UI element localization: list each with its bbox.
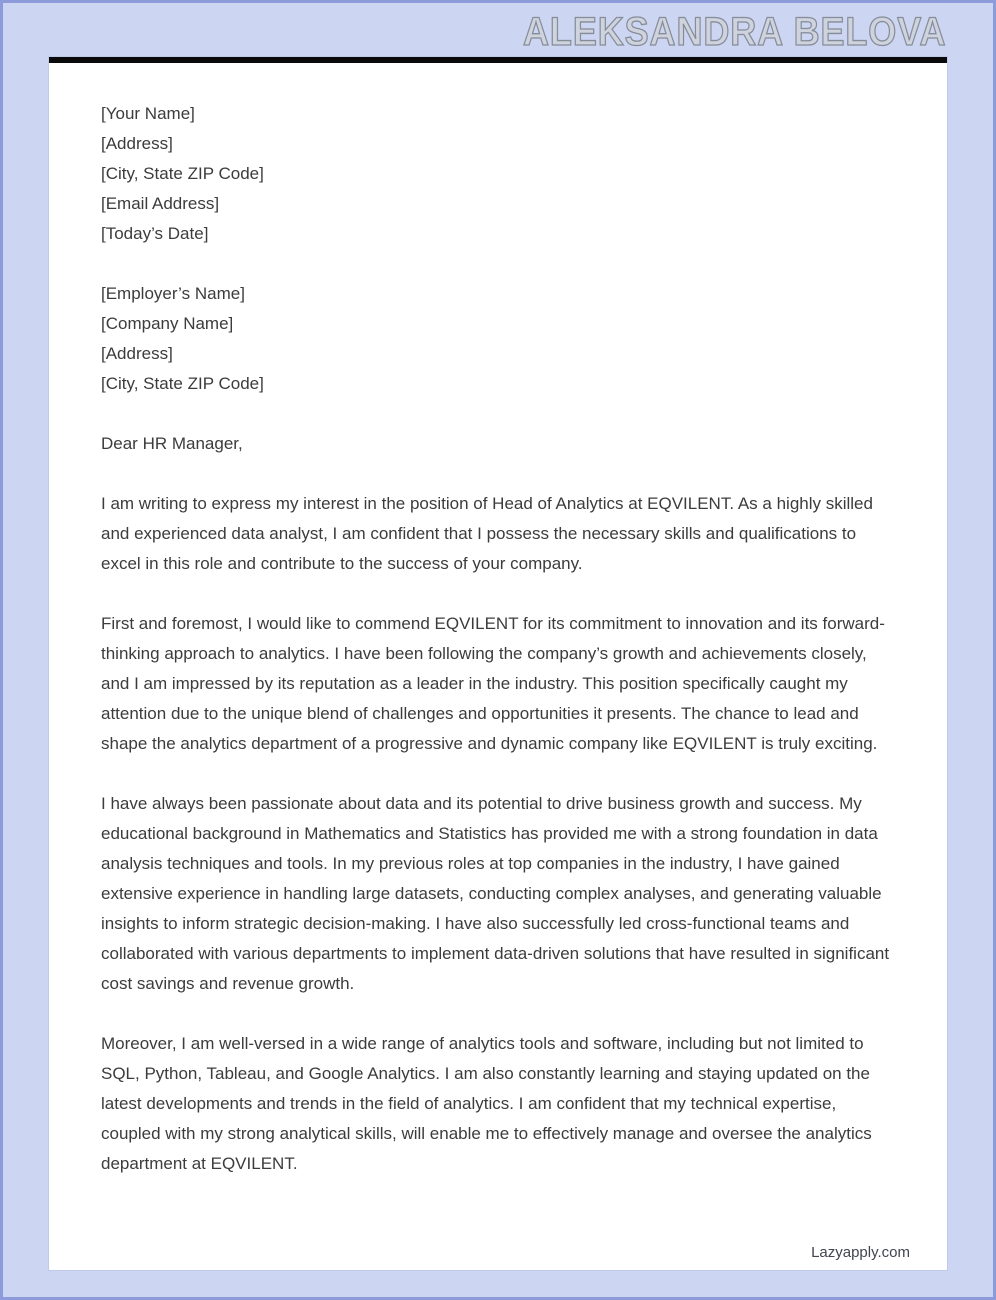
sender-line: [Your Name] bbox=[101, 104, 195, 123]
recipient-block bbox=[101, 279, 891, 399]
watermark: Lazyapply.com bbox=[811, 1244, 910, 1261]
letter-paragraph: I have always been passionate about data and its potential to drive business growth and success. My educational background in Mathematics and Statistics has provided me with a strong foundation in data analysis techniques and tools. In my previous roles at top companies in the industry, I have gained extensive experience in handling large datasets, conducting complex analyses, and generating valuable insights to inform strategic decision-making. I have also successfully led cross-functional teams and collaborated with various departments to implement data-driven solutions that have resulted in significant cost savings and revenue growth. bbox=[101, 794, 890, 993]
recipient-line: [Company Name] bbox=[101, 314, 234, 333]
sender-line: [Today’s Date] bbox=[101, 224, 209, 243]
recipient-line: [City, State ZIP Code] bbox=[101, 374, 264, 393]
sender-line: [Email Address] bbox=[101, 194, 220, 213]
salutation: Dear HR Manager, bbox=[101, 434, 243, 453]
candidate-name: ALEKSANDRA BELOVA bbox=[522, 10, 946, 54]
sender-line: [City, State ZIP Code] bbox=[101, 164, 264, 183]
letter-paragraph: Moreover, I am well-versed in a wide range of analytics tools and software, including but not limited to SQL, Python, Tableau, and Google Analytics. I am also constantly learning and staying updated on the latest developments and trends in the field of analytics. I am confident that my technical expertise, coupled with my strong analytical skills, will enable me to effectively manage and oversee the analytics department at EQVILENT. bbox=[101, 1034, 872, 1173]
letter-paragraph: First and foremost, I would like to commend EQVILENT for its commitment to innovation and its forward-thinking approach to analytics. I have been following the company’s growth and achievements closely, and I am impressed by its reputation as a leader in the industry. This position specifically caught my attention due to the unique blend of challenges and opportunities it presents. The chance to lead and shape the analytics department of a progressive and dynamic company like EQVILENT is truly exciting. bbox=[101, 614, 885, 753]
recipient-line: [Employer’s Name] bbox=[101, 284, 245, 303]
letter-page bbox=[49, 57, 947, 1270]
sender-block bbox=[101, 99, 891, 249]
letter-paragraph: I am writing to express my interest in the position of Head of Analytics at EQVILENT. As a highly skilled and experienced data analyst, I am confident that I possess the necessary skills and qualifications to excel in this role and contribute to the success of your company. bbox=[101, 494, 873, 573]
sender-line: [Address] bbox=[101, 134, 173, 153]
recipient-line: [Address] bbox=[101, 344, 173, 363]
